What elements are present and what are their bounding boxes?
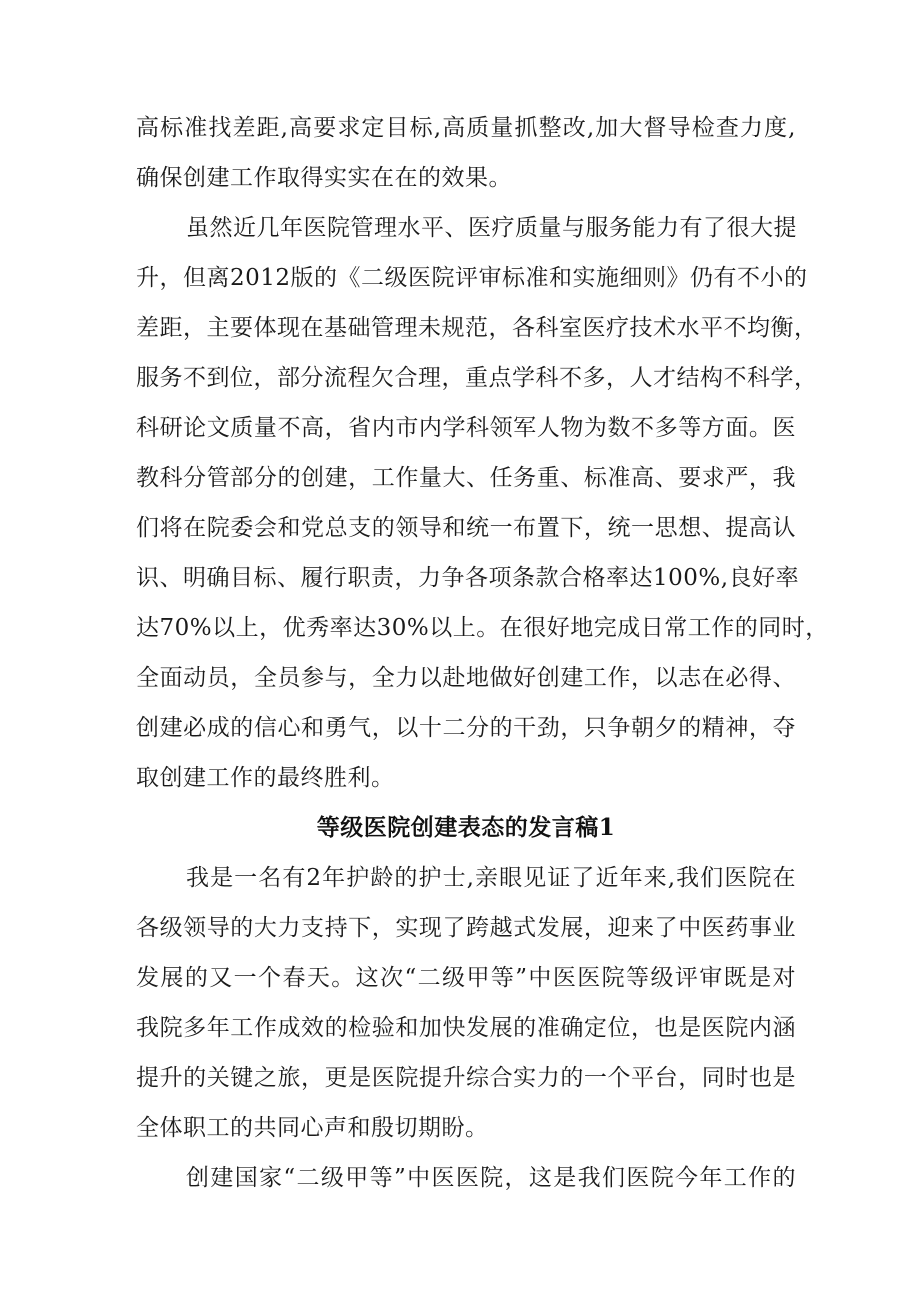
- para3-line-5: 提升的关键之旅，更是医院提升综合实力的一个平台，同时也是: [136, 1065, 796, 1091]
- para2-line-7: 们将在院委会和党总支的领导和统一布置下，统一思想、提高认: [136, 515, 796, 541]
- para2-line-8: 识、明确目标、履行职责，力争各项条款合格率达100%,良好率: [136, 565, 800, 591]
- para2-line-1: 虽然近几年医院管理水平、医疗质量与服务能力有了很大提: [186, 215, 797, 241]
- para2-line-2: 升，但离2012版的《二级医院评审标准和实施细则》仍有不小的: [136, 265, 808, 291]
- para3-line-2: 各级领导的大力支持下，实现了跨越式发展，迎来了中医药事业: [136, 915, 796, 941]
- para4-line-1: 创建国家“二级甲等”中医医院，这是我们医院今年工作的: [186, 1165, 796, 1191]
- para2-line-3: 差距，主要体现在基础管理未规范，各科室医疗技术水平不均衡，: [136, 315, 818, 341]
- section-heading: 等级医院创建表态的发言稿1: [316, 814, 616, 841]
- para1-line-2: 确保创建工作取得实实在在的效果。: [136, 165, 512, 191]
- para2-line-9: 达70%以上，优秀率达30%以上。在很好地完成日常工作的同时，: [136, 615, 829, 641]
- para3-line-1: 我是一名有2年护龄的护士,亲眼见证了近年来,我们医院在: [186, 865, 796, 891]
- para2-line-11: 创建必成的信心和勇气，以十二分的干劲，只争朝夕的精神，夺: [136, 715, 796, 741]
- para3-line-6: 全体职工的共同心声和殷切期盼。: [136, 1115, 489, 1141]
- para3-line-4: 我院多年工作成效的检验和加快发展的准确定位，也是医院内涵: [136, 1015, 796, 1041]
- para2-line-12: 取创建工作的最终胜利。: [136, 765, 395, 791]
- para1-line-1: 高标准找差距,高要求定目标,高质量抓整改,加大督导检查力度,: [136, 115, 796, 141]
- para2-line-4: 服务不到位，部分流程欠合理，重点学科不多，人才结构不科学，: [136, 365, 818, 391]
- para3-line-3: 发展的又一个春天。这次“二级甲等”中医医院等级评审既是对: [136, 965, 796, 991]
- para2-line-10: 全面动员，全员参与，全力以赴地做好创建工作，以志在必得、: [136, 665, 796, 691]
- para2-line-6: 教科分管部分的创建，工作量大、任务重、标准高、要求严，我: [136, 465, 796, 491]
- para2-line-5: 科研论文质量不高，省内市内学科领军人物为数不多等方面。医: [136, 415, 796, 441]
